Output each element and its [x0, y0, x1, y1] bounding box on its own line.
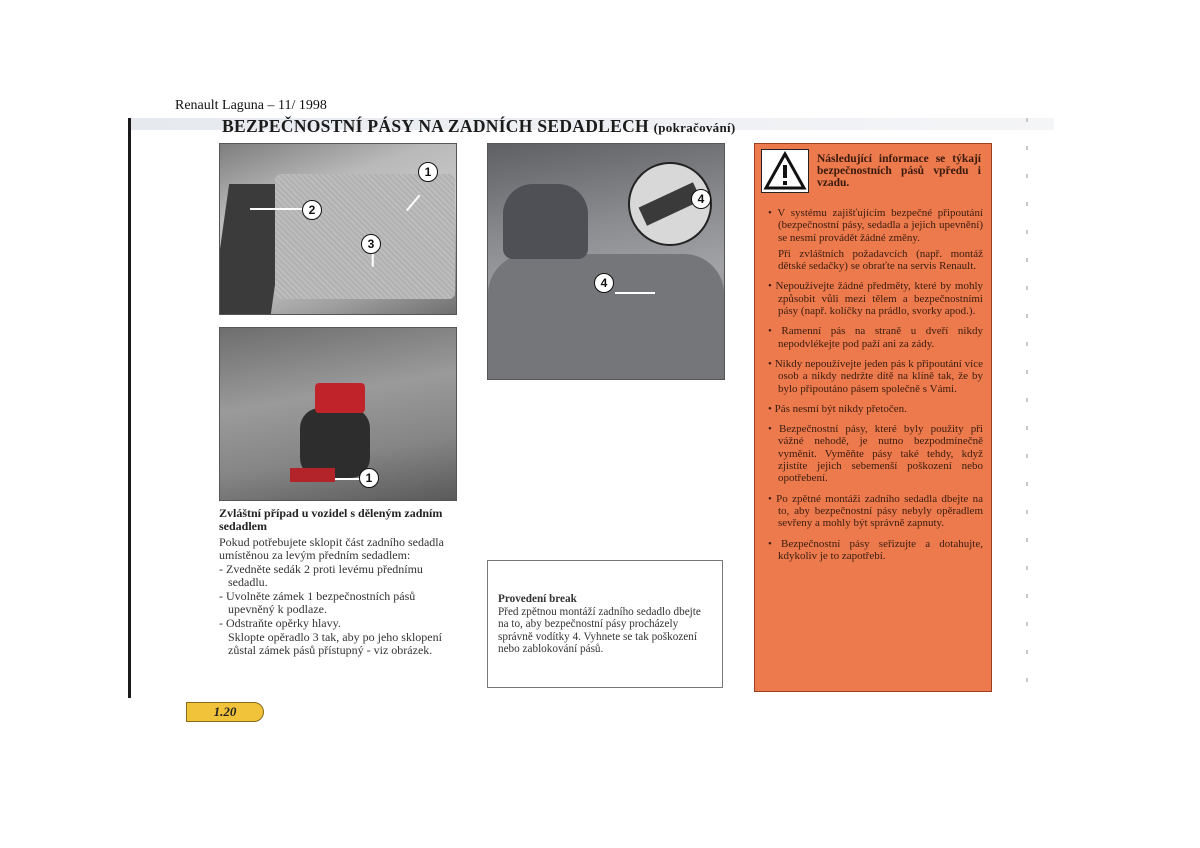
- warning-panel: [754, 143, 992, 692]
- warning-list: [765, 207, 983, 570]
- warning-item: Při zvláštních požadavcích (např. montáž dětské sedačky) se obraťte na servis Renault.: [778, 247, 983, 273]
- page-left-rule: [128, 118, 131, 698]
- page-number-tab: 1.20: [186, 702, 264, 722]
- list-item: - Zvedněte sedák 2 proti levému přednímu sedadlu.: [219, 562, 423, 589]
- photo-seat-cushion: [219, 143, 457, 315]
- scan-edge-marks: [1026, 118, 1028, 688]
- section-body: [219, 536, 456, 657]
- section-title: Zvláštní případ u vozidel s děleným zadním sedadlem: [219, 506, 443, 533]
- photo-buckle-red: [315, 383, 365, 413]
- callout-1: 1: [359, 468, 379, 488]
- warning-item: • Nikdy nepoužívejte jeden pás k připoutání více osob a nikdy nedržte dítě na klíně tak, že by bylo připoutáno pásem společně s Vámi.: [768, 357, 983, 395]
- break-info-box: [487, 560, 723, 688]
- warning-item: • Po zpětné montáži zadního sedadla dbejte na to, aby bezpečnostní pásy nebyly opěradlem sevřeny a mohly být správně zapnuty.: [768, 492, 983, 530]
- title-suffix: (pokračování): [653, 120, 736, 135]
- callout-1: 1: [418, 162, 438, 182]
- section-intro: Pokud potřebujete sklopit část zadního sedadla umístěnou za levým předním sedadlem:: [219, 535, 444, 562]
- warning-item: • Bezpečnostní pásy seřizujte a dotahujte, kdykoliv je to zapotřebí.: [768, 537, 983, 562]
- warning-item: • Ramenní pás na straně u dveří nikdy nepodvlékejte pod paží ani za zády.: [768, 325, 983, 350]
- callout-leader: [615, 292, 655, 294]
- section-closing: Sklopte opěradlo 3 tak, aby po jeho sklopení zůstal zámek pásů přístupný - viz obrázek.: [228, 630, 442, 657]
- warning-heading: Následující informace se týkají bezpečnostních pásů vpředu i vzadu.: [817, 153, 981, 189]
- photo-buckle: [219, 327, 457, 501]
- callout-2: 2: [302, 200, 322, 220]
- title-main: BEZPEČNOSTNÍ PÁSY NA ZADNÍCH SEDADLECH: [222, 116, 649, 136]
- photo-buckle-tongue: [290, 468, 335, 482]
- warning-item: • Nepoužívejte žádné předměty, které by mohly způsobit vůli mezi tělem a bezpečnostními pásy (např. kolíčky na prádlo, svorky apod.).: [768, 280, 983, 318]
- warning-item: • V systému zajišťujícím bezpečné připoutání (bezpečnostní pásy, sedadla a jejich upevnění) se nesmí provádět žádné změny.: [768, 207, 983, 244]
- photo-headrest: [503, 184, 588, 259]
- warning-item: • Pás nesmí být nikdy přetočen.: [768, 402, 907, 415]
- callout-leader: [335, 478, 360, 480]
- photo-seat-back: [487, 143, 725, 380]
- break-text: Před zpětnou montáží zadního sedadlo dbejte na to, aby bezpečnostní pásy procházely správně vodítky 4. Vyhnete se tak poškození nebo zablokování pásů.: [498, 605, 701, 655]
- callout-3: 3: [361, 234, 381, 254]
- document-header: Renault Laguna – 11/ 1998: [175, 98, 327, 113]
- callout-leader: [250, 208, 302, 210]
- warning-triangle-icon: [761, 149, 809, 193]
- page-title: [222, 116, 736, 137]
- callout-4: 4: [691, 189, 711, 209]
- callout-4: 4: [594, 273, 614, 293]
- list-item: - Uvolněte zámek 1 bezpečnostních pásů upevněný k podlaze.: [219, 589, 416, 616]
- break-title: Provedení break: [498, 593, 577, 605]
- list-item: - Odstraňte opěrky hlavy.: [219, 616, 341, 630]
- warning-item: • Bezpečnostní pásy, které byly použity při vážné nehodě, je nutno bezpodmínečně vyměnit. Vyměňte pásy také tehdy, když zjistíte jejich sebemenší poškození nebo opotřebení.: [768, 423, 983, 485]
